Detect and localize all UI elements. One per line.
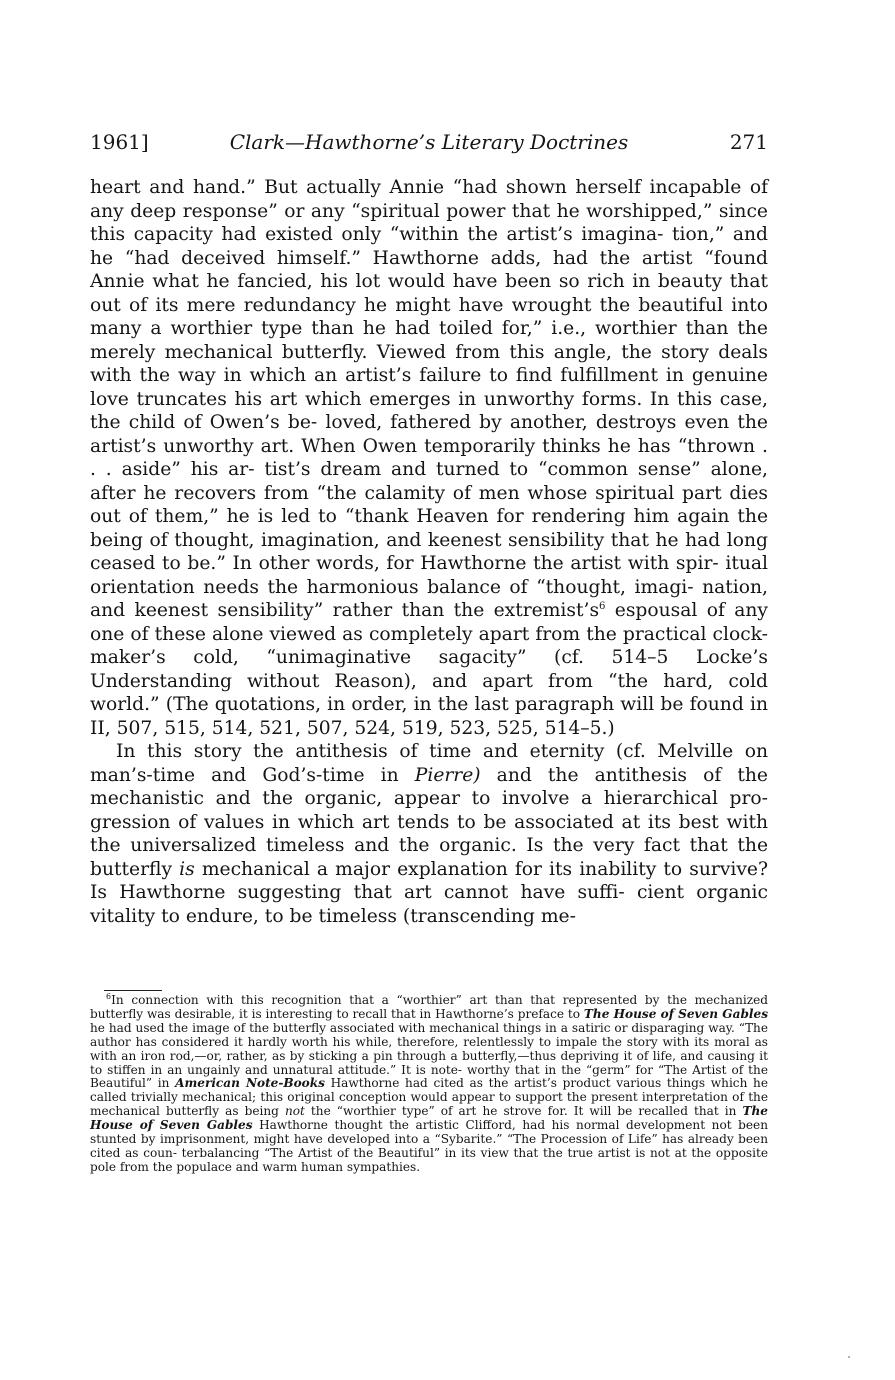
footnote-text: In connection with this recognition that a “worthier” art than that represented by the mechanized butterfly was desirable, it is interesting to recall that in Hawthorne’s preface to [90,993,768,1021]
running-title: Clark—Hawthorne’s Literary Doctrines [229,130,629,154]
book-title: The House of Seven Gables [583,1006,769,1021]
paragraph-text: In this story the antithesis of time and eternity (cf. Melville on man’s-time and God’s-time in [90,741,768,786]
paragraph-continued [90,176,768,740]
paragraph-text: espousal of any one of these alone viewed as completely apart from the practical clock-maker’s cold, “unimaginative sagacity” (cf. 514–5 Locke’s Understanding without Reason), and apart from “the hard, cold world.” (The quotations, in order, in the last paragraph will be found in II, 507, 515, 514, 521, 507, 524, 519, 523, 525, 514–5.) [90,600,768,739]
scan-speck [848,1356,850,1358]
paragraph-text: and the antithesis of the mechanistic and the organic, appear to involve a hierarchical pro- gression of values in which art tends to be associated at its best with the universalized timeless and the organic. Is the very fact that the butterfly [90,764,768,880]
italic-emphasis: not [284,1104,305,1119]
footnote-text: Hawthorne thought the artistic Clifford, had his normal development not been stunted by imprisonment, might have developed into a “Sybarite.” “The Procession of Life” has already been cited as coun- terbalancing “The Artist of the Beautiful” in its view that the true artist is not at the opposite pole from the populace and warm human sympathies. [90,1118,769,1174]
book-title: American Note-Books [175,1076,325,1091]
footnote-divider [104,990,162,991]
paragraph [90,740,768,928]
footnotes [90,991,769,1175]
running-head [90,128,768,158]
paragraph-text: mechanical a major explanation for its inability to survive? Is Hawthorne suggesting that art cannot have suffi- cient organic vitality to endure, to be timeless (transcending me- [90,858,768,927]
italic-emphasis: is [179,858,195,880]
book-title: The House of Seven Gables [90,1104,768,1133]
footnote-reference[interactable]: 6 [599,600,606,612]
main-text [90,176,768,928]
paragraph-text: heart and hand.” But actually Annie “had shown herself incapable of any deep response” or any “spiritual power that he worshipped,” since this capacity had existed only “within the artist’s imagina- tion,” and he “had deceived himself.” Hawthorne adds, had the artist “found Annie what he fancied, his lot would have been so rich in beauty that out of its mere redundancy he might have wrought the beautiful into many a worthier type than he had toiled for,” i.e., worthier than the merely mechanical butterfly. Viewed from this angle, the story deals with the way in which an artist’s failure to find fulfillment in genuine love truncates his art which emerges in unworthy forms. In this case, the child of Owen’s be- loved, fathered by another, destroys even the artist’s unworthy art. When Owen temporarily thinks he has “thrown . . . aside” his ar- tist’s dream and turned to “common sense” alone, after he recovers from “the calamity of men whose spiritual part dies out of them,” he is led to “thank Heaven for rendering him again the being of thought, imagination, and keenest sensibility that he had long ceased to be.” In other words, for Hawthorne the artist with spir- itual orientation needs the harmonious balance of “thought, imagi- nation, and keenest sensibility” rather than the extremist’s [90,177,768,621]
volume-year: 1961] [90,130,149,154]
footnote-text: the “worthier type” of art he strove for. It will be recalled that in [304,1104,743,1119]
page-number: 271 [729,130,768,154]
footnote-marker: 6 [106,991,112,1001]
italic-title: Pierre) [414,764,481,786]
footnote-text: Hawthorne had cited as the artist’s product various things which he called trivially mechanical; this original conception would appear to support the present interpretation of the mechanical butterfly as being [90,1076,768,1119]
footnote [90,991,769,1175]
footnote-text: he had used the image of the butterfly associated with mechanical things in a satiric or disparaging way. “The author has considered it hardly worth his while, therefore, relentlessly to impale the story with its moral as with an iron rod,—or, rather, as by sticking a pin through a butterfly,—thus depriving it of life, and causing it to stiffen in an ungainly and unnatural attitude.” It is note- worthy that in the “germ” for “The Artist of the Beautiful” in [90,1020,768,1091]
